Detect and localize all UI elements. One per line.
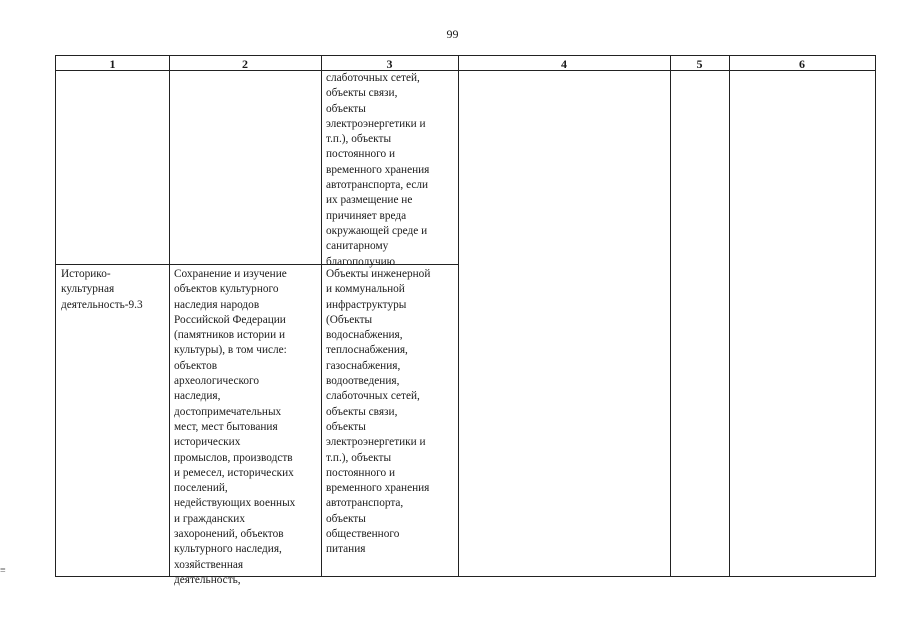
table-frame: [55, 55, 876, 586]
column-divider-4: [670, 56, 671, 576]
continuation-cell-col3: слаботочных сетей, объекты связи, объекты электроэнергетики и т.п.), объекты постоянного и временного хранения автотранспорта, если их размещение не причиняет вреда окружающей среде и санитарному благополучию: [326, 72, 430, 268]
column-number-1: 1: [109, 57, 116, 71]
column-number-2: 2: [242, 57, 248, 71]
column-number-5: 5: [696, 57, 703, 71]
column-number-6: 6: [799, 57, 805, 71]
column-number-4: 4: [561, 57, 567, 71]
column-divider-2: [321, 56, 322, 576]
row-separator: [56, 264, 458, 265]
page-number: 99: [446, 27, 459, 41]
column-divider-1: [169, 56, 170, 576]
column-divider-3: [458, 56, 459, 576]
column-number-3: 3: [386, 57, 393, 71]
permitted-objects-cell: Объекты инженерной и коммунальной инфраструктуры (Объекты водоснабжения, теплоснабжения, газоснабжения, водоотведения, слаботочных сетей, объекты связи, объекты электроэнергетики и т.п.), объекты постоянного и временного хранения автотранспорта, объекты общественного питания: [326, 268, 431, 556]
column-divider-5: [729, 56, 730, 576]
activity-name-cell: Историко- культурная деятельность-9.3: [61, 268, 143, 311]
activity-description-cell: Сохранение и изучение объектов культурного наследия народов Российской Федерации (памятников истории и культуры), в том числе: объектов археологического наследия, достопримечательных мест, мест бытования исторических промыслов, производств и ремесел, исторических поселений, недействующих военных и гражданских захоронений, объектов культурного наследия, хозяйственная деятельность,: [174, 268, 296, 586]
margin-mark: ≡: [0, 565, 6, 576]
